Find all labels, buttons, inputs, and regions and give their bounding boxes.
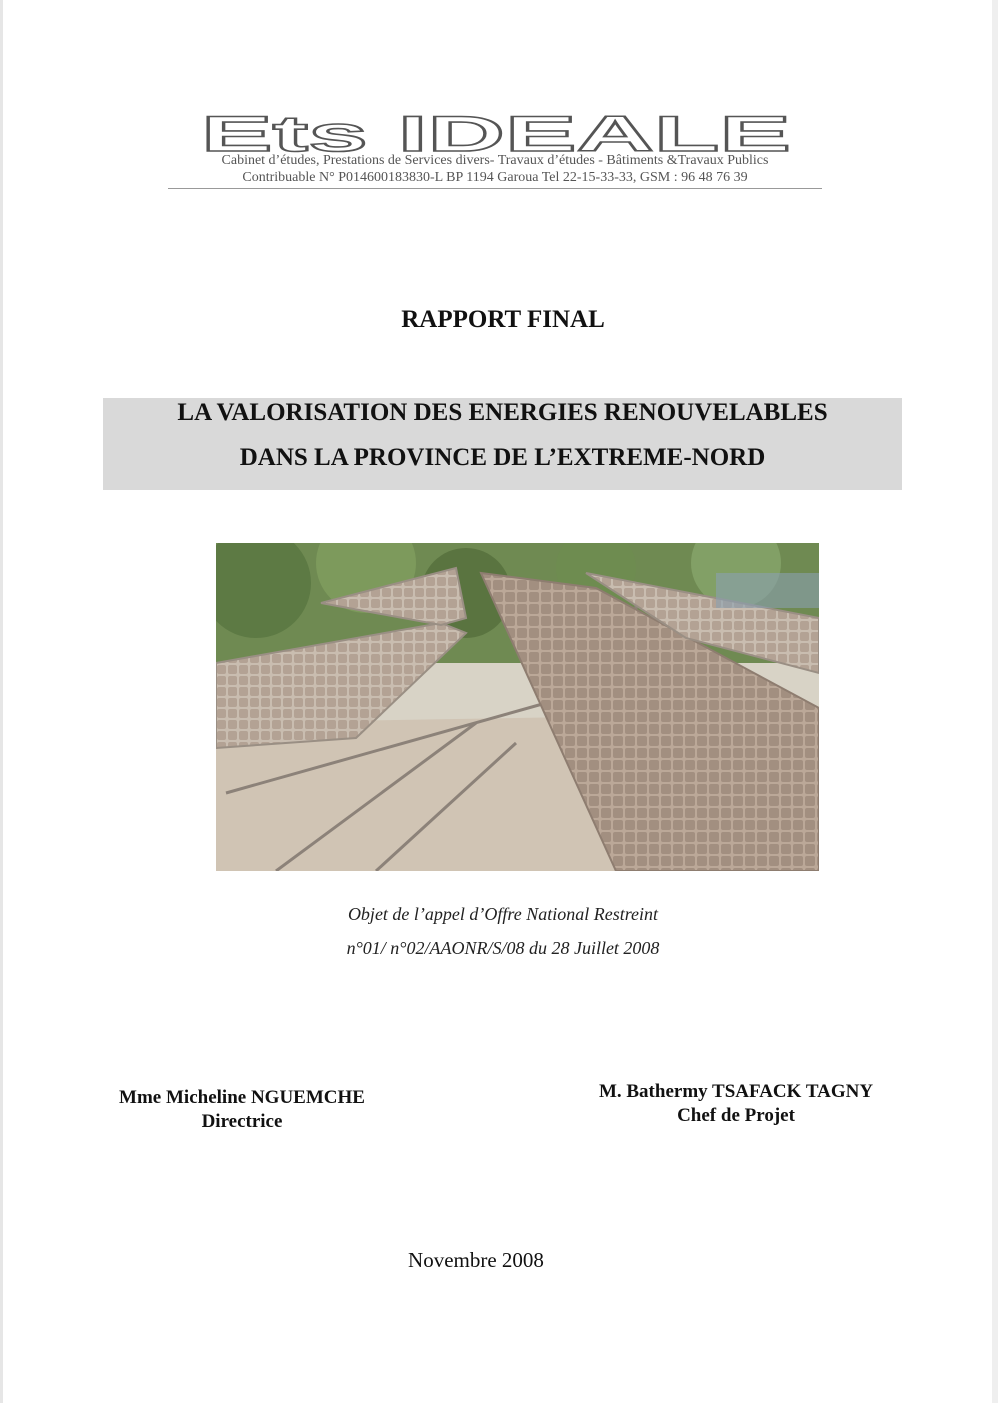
tender-object: Objet de l’appel d’Offre National Restreint (347, 904, 659, 924)
signatory-left-role: Directrice (201, 1111, 283, 1132)
title-line-1: LA VALORISATION DES ENERGIES RENOUVELABLES (177, 399, 828, 426)
signatory-right (585, 1080, 887, 1128)
report-label: RAPPORT FINAL (401, 306, 605, 333)
report-date: Novembre 2008 (408, 1248, 544, 1272)
signatory-right-role: Chef de Projet (677, 1105, 795, 1126)
letterhead-services: Cabinet d’études, Prestations de Services divers- Travaux d’études - Bâtiments &Travaux Publics (221, 153, 769, 168)
page-edge-right (992, 0, 998, 1403)
signatory-left (108, 1086, 376, 1134)
solar-panels-photo (216, 543, 819, 871)
letterhead (168, 108, 822, 192)
tender-reference: n°01/ n°02/AAONR/S/08 du 28 Juillet 2008 (346, 938, 660, 958)
signatory-right-name: M. Bathermy TSAFACK TAGNY (598, 1081, 874, 1102)
title-line-2: DANS LA PROVINCE DE L’EXTREME-NORD (239, 444, 766, 471)
letterhead-rule (168, 188, 822, 189)
svg-text:Ets IDEALE: Ets IDEALE (201, 108, 791, 156)
title-box (103, 398, 902, 490)
letterhead-contact: Contribuable N° P014600183830-L BP 1194 Garoua Tel 22-15-33-33, GSM : 96 48 76 39 (242, 170, 748, 185)
signatory-left-name: Mme Micheline NGUEMCHE (119, 1087, 365, 1108)
company-logo (198, 108, 794, 156)
page-edge-left (0, 0, 3, 1403)
